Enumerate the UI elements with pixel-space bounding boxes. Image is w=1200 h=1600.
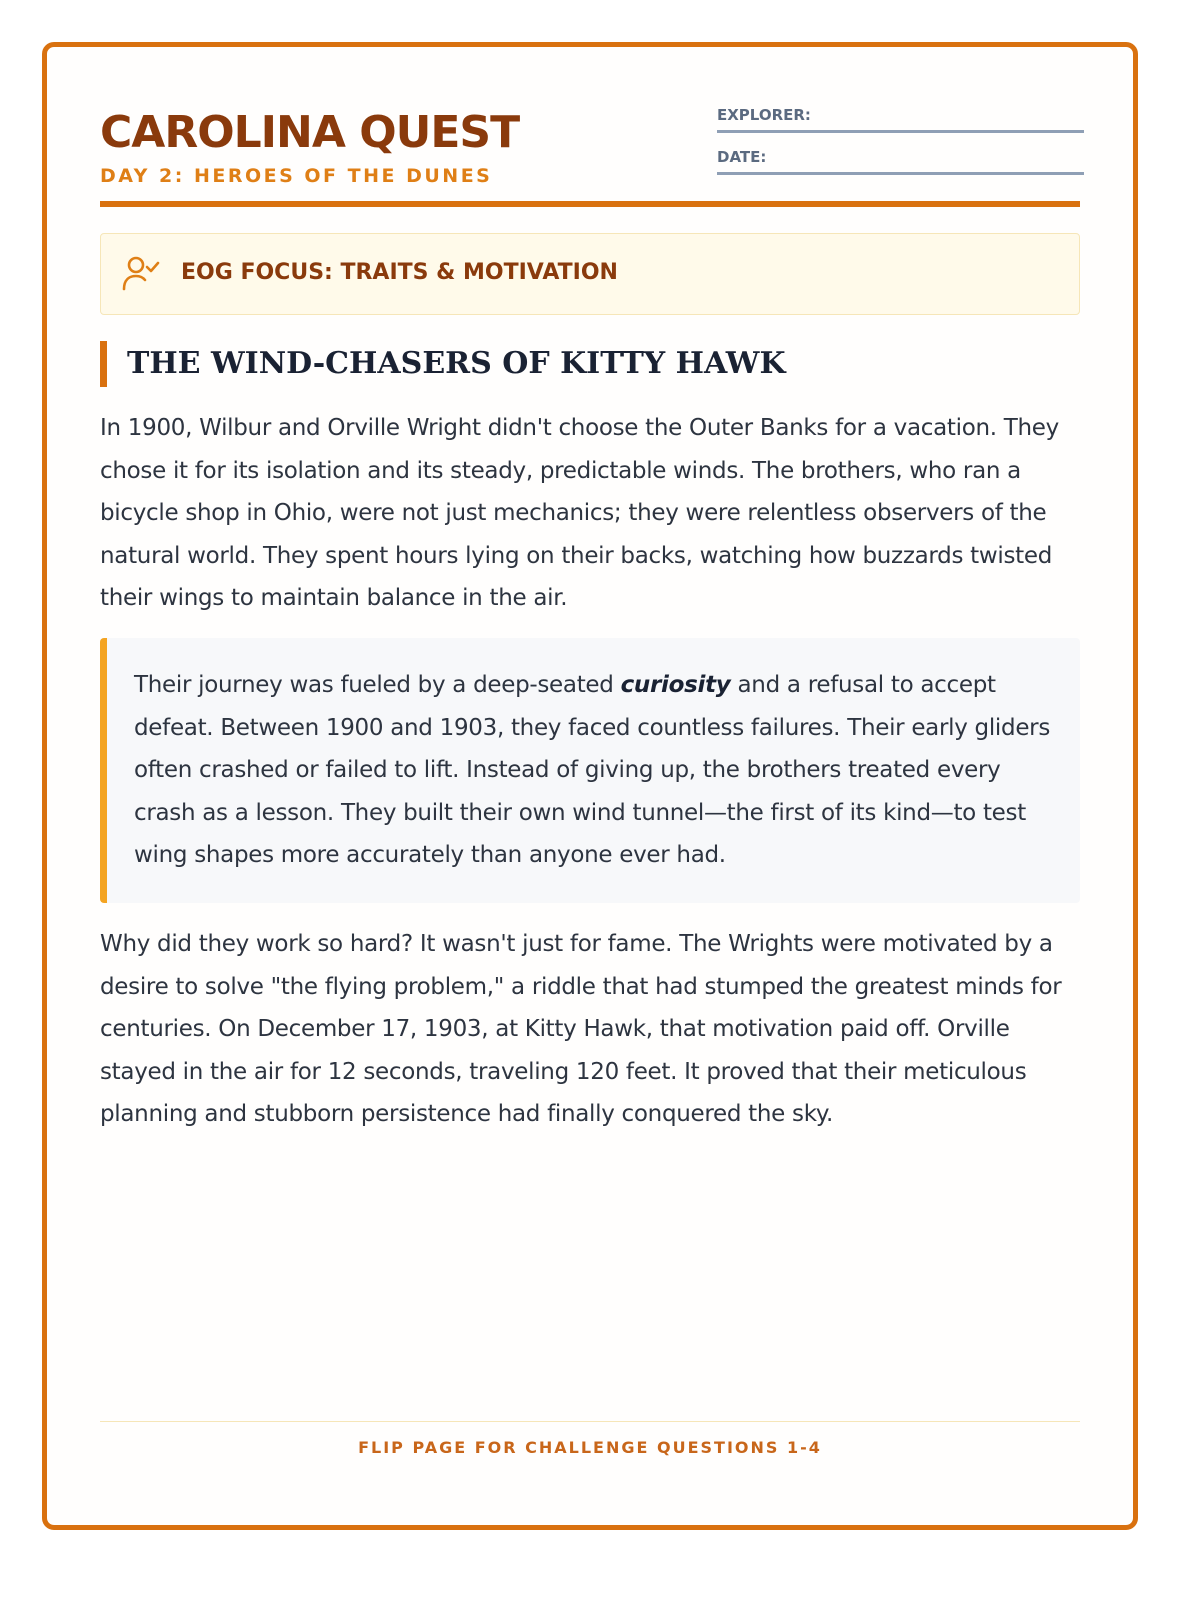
article-paragraph-1: In 1900, Wilbur and Orville Wright didn't choose the Outer Banks for a vacation. They chose it for its isolation and its steady, predictable winds. The brothers, who ran a bicycle shop in Ohio, were not just mechanics; they were relentless observers of the natural world. They spent hours lying on their backs, watching how buzzards twisted their wings to maintain balance in the air. [100, 415, 1059, 612]
article-paragraph-3: Why did they work so hard? It wasn't just for fame. The Wrights were motivated by a desire to solve "the flying problem," a riddle that had stumped the greatest minds for centuries. On December 17, 1903, at Kitty Hawk, that motivation paid off. Orville stayed in the air for 12 seconds, traveling 120 feet. It proved that their meticulous planning and stubborn persistence had finally conquered the sky. [100, 931, 1062, 1128]
page-subtitle: DAY 2: HEROES OF THE DUNES [100, 165, 493, 187]
explorer-field[interactable] [717, 103, 1084, 133]
quote-text-after: and a refusal to accept defeat. Between 1900 and 1903, they faced countless failures. Their early gliders often crashed or failed to lift. Instead of giving up, the brothers treated every crash as a lesson. They built their own wind tunnel—the first of its kind—to test wing shapes more accurately than anyone ever had. [134, 672, 1051, 869]
footer-note: FLIP PAGE FOR CHALLENGE QUESTIONS 1-4 [100, 1421, 1080, 1457]
article-paragraph-2 [134, 664, 1058, 877]
explorer-label: EXPLORER: [717, 106, 811, 124]
worksheet-page [42, 42, 1138, 1530]
eog-focus-label: EOG FOCUS: TRAITS & MOTIVATION [181, 260, 618, 285]
article-title: THE WIND-CHASERS OF KITTY HAWK [100, 341, 1080, 387]
highlight-quote-box [100, 638, 1080, 903]
worksheet-header [100, 103, 1080, 207]
quote-emphasis: curiosity [620, 672, 731, 698]
user-check-icon [121, 254, 161, 294]
worksheet-content [100, 47, 1080, 1525]
date-field[interactable] [717, 145, 1084, 175]
quote-text-before: Their journey was fueled by a deep-seated [134, 672, 621, 698]
date-label: DATE: [717, 148, 767, 166]
eog-focus-banner [100, 233, 1080, 315]
page-title: CAROLINA QUEST [100, 107, 520, 158]
